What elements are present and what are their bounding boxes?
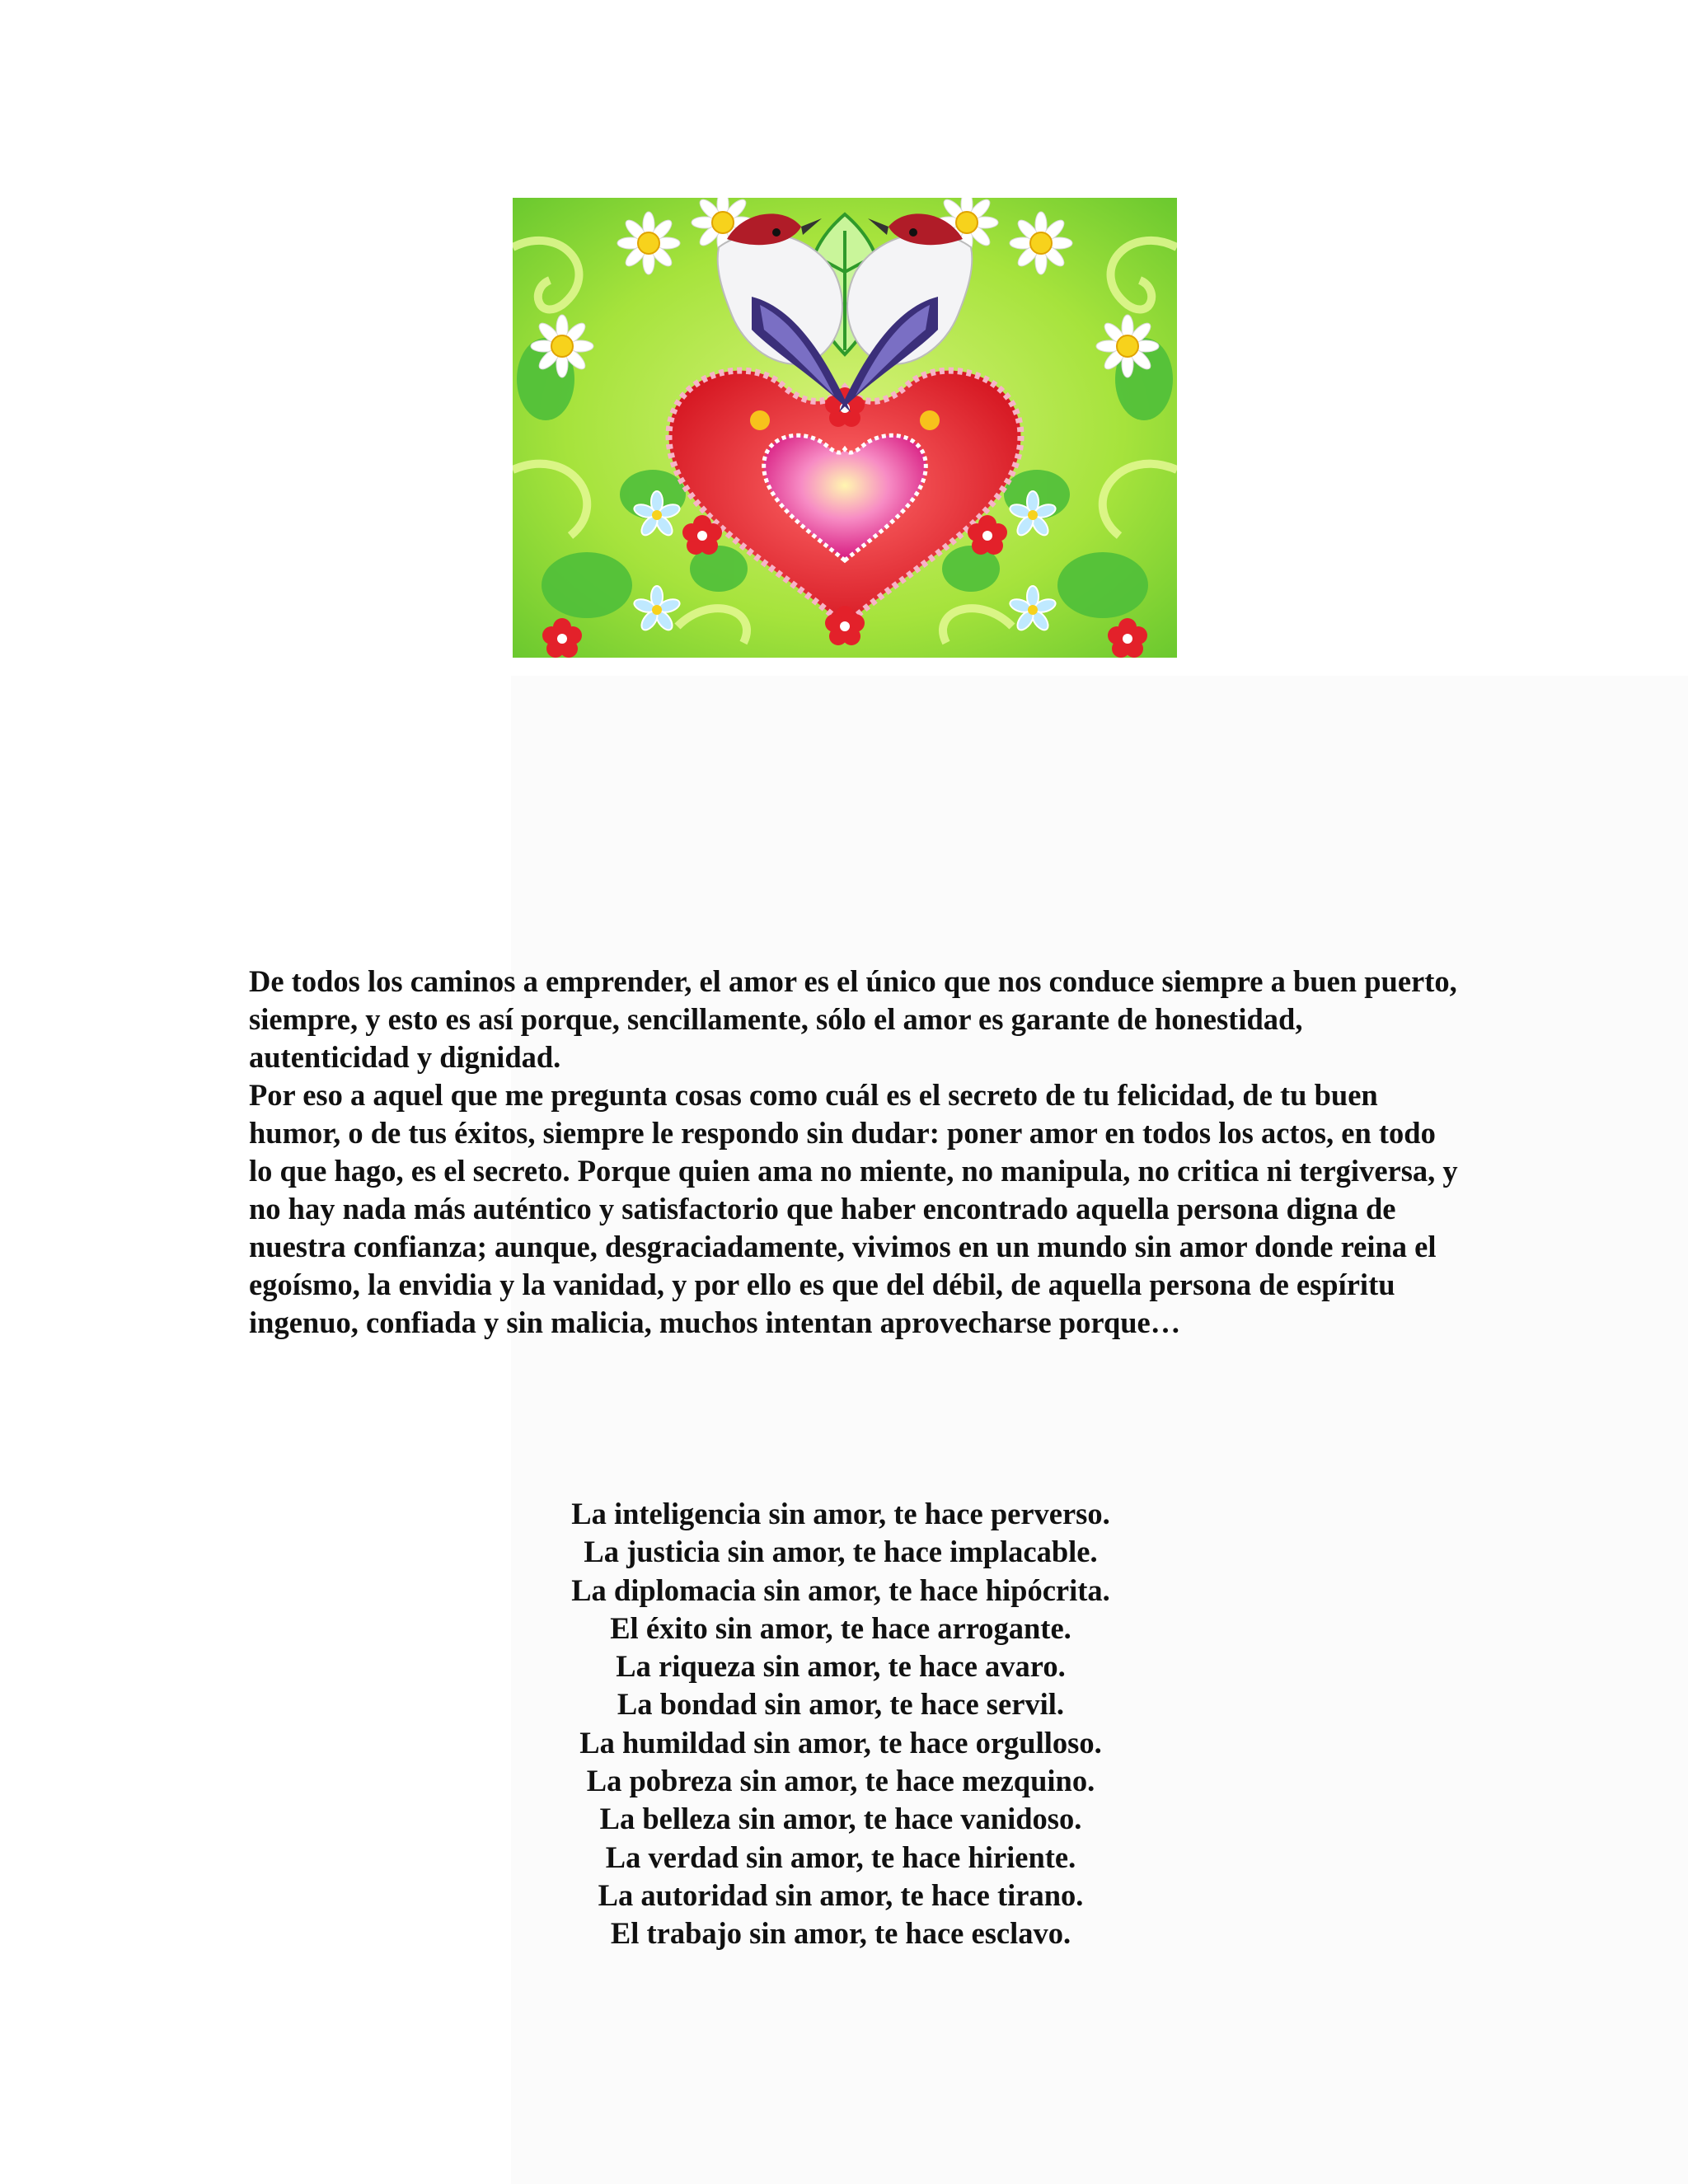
poem-line: La riqueza sin amor, te hace avaro. xyxy=(616,1649,1066,1684)
page-background xyxy=(511,676,1688,2184)
poem-line: La pobreza sin amor, te hace mezquino. xyxy=(586,1764,1095,1798)
poem-line: La verdad sin amor, te hace hiriente. xyxy=(605,1840,1076,1874)
poem-line: La bondad sin amor, te hace servil. xyxy=(617,1687,1065,1722)
poem-line: La belleza sin amor, te hace vanidoso. xyxy=(599,1802,1082,1836)
poem-line: El trabajo sin amor, te hace esclavo. xyxy=(610,1916,1071,1951)
poem-line: La inteligencia sin amor, te hace perverso. xyxy=(571,1497,1110,1530)
illustration-svg xyxy=(513,198,1177,658)
poem-line: La autoridad sin amor, te hace tirano. xyxy=(598,1877,1084,1912)
intro-paragraph-1: De todos los caminos a emprender, el amor es el único que nos conduce siempre a buen puerto, siempre, y esto es así porque, sencillamente, sólo el amor es garante de honestidad, autenticidad y dignidad. xyxy=(249,964,1457,1074)
poem-line: La humildad sin amor, te hace orgulloso. xyxy=(579,1725,1102,1760)
intro-paragraph-2: Por eso a aquel que me pregunta cosas como cuál es el secreto de tu felicidad, de tu buen humor, o de tus éxitos, siempre le respondo sin dudar: poner amor en todos los actos, en todo lo que hago, es el secreto. Porque quien ama no miente, no manipula, no critica ni tergiversa, y no hay nada más auténtico y satisfactorio que haber encontrado aquella persona digna de nuestra confianza; aunque, desgraciadamente, vivimos en un mundo sin amor donde reina el egoísmo, la envidia y la vanidad, y por ello es que del débil, de aquella persona de espíritu ingenuo, confiada y sin malicia, muchos intentan aprovecharse porque… xyxy=(249,1078,1458,1339)
poem-line: La justicia sin amor, te hace implacable. xyxy=(584,1535,1098,1569)
intro-text xyxy=(249,963,1461,1342)
poem xyxy=(429,1495,1253,1953)
poem-line: El éxito sin amor, te hace arrogante. xyxy=(610,1610,1071,1645)
birds-heart-illustration xyxy=(513,198,1177,658)
poem-line: La diplomacia sin amor, te hace hipócrita. xyxy=(571,1572,1110,1607)
